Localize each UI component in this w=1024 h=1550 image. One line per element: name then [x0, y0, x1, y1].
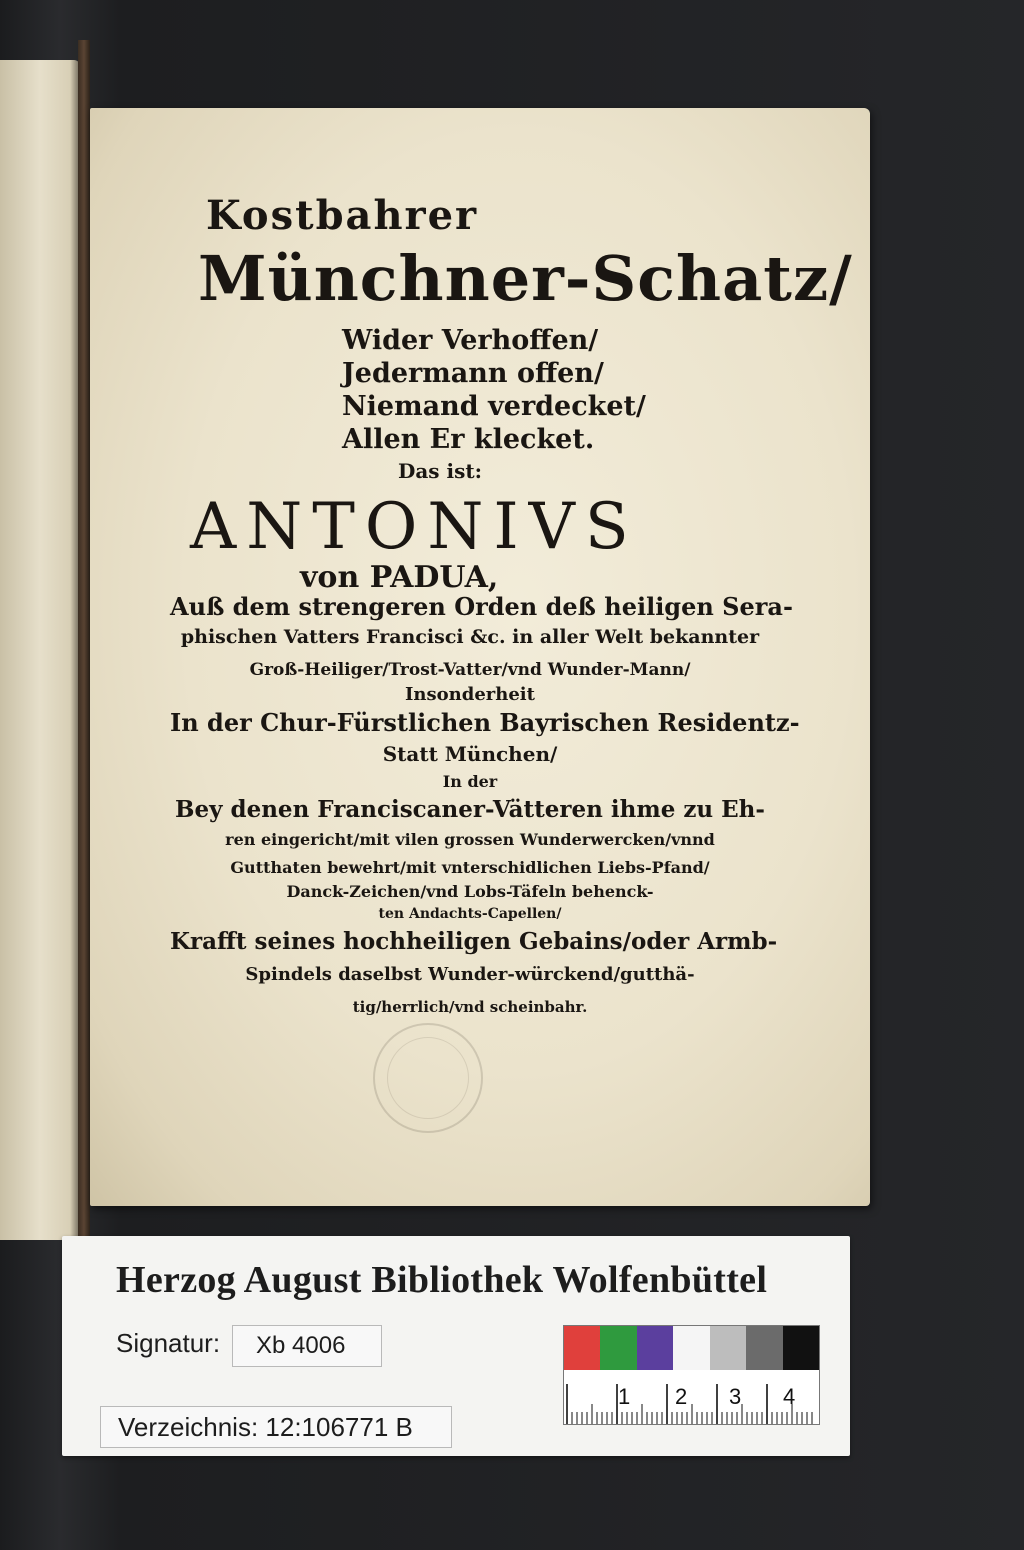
- body-line: Groß-Heiliger/Trost-Vatter/vnd Wunder-Mann/: [249, 660, 691, 680]
- body-line: Danck-Zeichen/vnd Lobs-Täfeln behenck-: [286, 882, 654, 901]
- body-line: tig/herrlich/vnd scheinbahr.: [352, 998, 588, 1016]
- body-line: ren eingericht/mit vilen grossen Wunderwercken/vnnd: [225, 830, 715, 849]
- body-line: Insonderheit: [405, 684, 535, 705]
- body-line: Spindels daselbst Wunder-würckend/gutthä-: [245, 964, 695, 985]
- body-line: ten Andachts-Capellen/: [378, 906, 562, 922]
- body-line: Auß dem strengeren Orden deß heiligen Sera-: [170, 592, 793, 621]
- scale-number: 4: [783, 1384, 796, 1409]
- signatur-label: Signatur:: [116, 1328, 221, 1358]
- body-line: Gutthaten bewehrt/mit vnterschidlichen Liebs-Pfand/: [230, 858, 710, 877]
- library-name: Herzog August Bibliothek Wolfenbüttel: [116, 1259, 768, 1301]
- color-calibration-bar: [563, 1325, 820, 1372]
- verse-line-2: Jedermann offen/: [342, 358, 604, 389]
- color-swatch: [564, 1326, 600, 1371]
- body-line: In der: [442, 772, 498, 791]
- title-line-schatz: Münchner-Schatz/: [198, 242, 853, 315]
- color-swatch: [710, 1326, 746, 1371]
- verzeichnis-text: Verzeichnis: 12:106771 B: [118, 1412, 413, 1442]
- body-line: Krafft seines hochheiligen Gebains/oder Armb-: [170, 928, 778, 955]
- title-line-kostbahrer: Kostbahrer: [206, 192, 479, 239]
- scale-number: 2: [675, 1384, 688, 1409]
- scale-number: 1: [618, 1384, 631, 1409]
- das-ist-line: Das ist:: [398, 459, 483, 483]
- scale-ticks: [564, 1370, 819, 1424]
- scale-number: 3: [729, 1384, 742, 1409]
- body-line: In der Chur-Fürstlichen Bayrischen Residentz-: [170, 708, 800, 737]
- verse-line-1: Wider Verhoffen/: [342, 325, 599, 356]
- body-line: phischen Vatters Francisci &c. in aller Welt bekannter: [180, 626, 760, 648]
- antonius-heading: ANTONIVS: [190, 490, 639, 564]
- body-line: Statt München/: [382, 742, 558, 766]
- body-line: Bey denen Franciscaner-Vätteren ihme zu Eh-: [175, 796, 765, 823]
- color-swatch: [746, 1326, 782, 1371]
- signatur-value: Xb 4006: [256, 1332, 346, 1359]
- library-stamp: [373, 1023, 483, 1133]
- verse-line-3: Niemand verdecket/: [342, 391, 646, 422]
- color-swatch: [783, 1326, 819, 1371]
- color-swatch: [637, 1326, 673, 1371]
- color-swatch: [673, 1326, 709, 1371]
- previous-page-edge: [0, 60, 80, 1240]
- book-binding: [78, 40, 90, 1260]
- verse-line-4: Allen Er klecket.: [342, 424, 595, 455]
- color-swatch: [600, 1326, 636, 1371]
- padua-line: von PADUA,: [300, 560, 499, 595]
- measurement-scale: [563, 1370, 820, 1425]
